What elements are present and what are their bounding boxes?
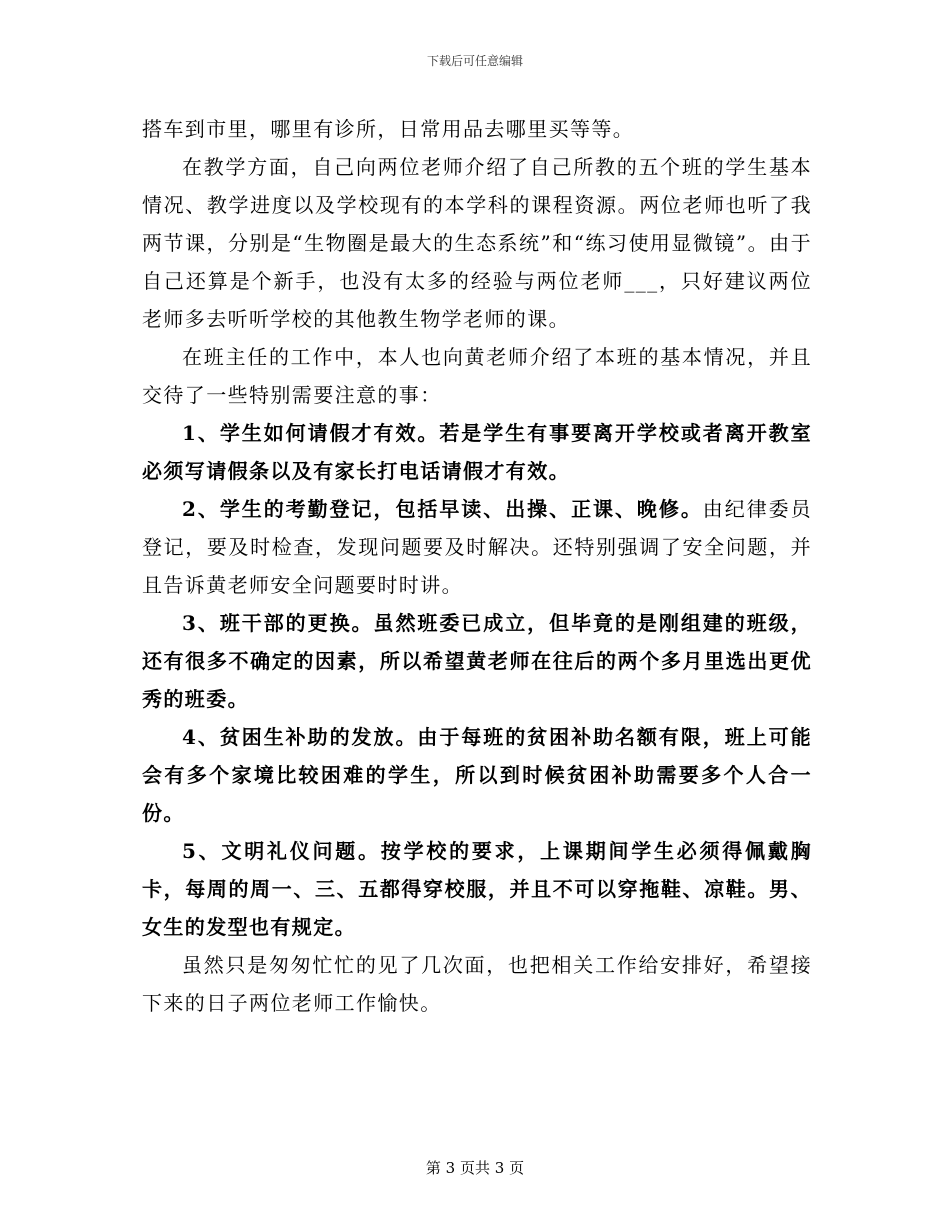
paragraph-teaching: 在教学方面，自己向两位老师介绍了自己所教的五个班的学生基本情况、教学进度以及学校现有的本学科的课程资源。两位老师也听了我两节课，分别是“生物圈是最大的生态系统”和“练习使用显微镜”。由于自己还算是个新手，也没有太多的经验与两位老师___，只好建议两位老师多去听听学校的其他教生物学老师的课。 (142, 155, 812, 331)
item-leave-request: 1、学生如何请假才有效。若是学生有事要离开学校或者离开教室必须写请假条以及有家长打电话请假才有效。 (142, 421, 812, 483)
paragraph-closing: 虽然只是匆匆忙忙的见了几次面，也把相关工作给安排好，希望接下来的日子两位老师工作愉快。 (142, 953, 812, 1015)
item-poverty-subsidy: 4、贫困生补助的发放。由于每班的贫困补助名额有限，班上可能会有多个家境比较困难的学生，所以到时候贫困补助需要多个人合一份。 (142, 725, 812, 825)
paragraph-continuation: 搭车到市里，哪里有诊所，日常用品去哪里买等等。 (142, 117, 635, 141)
document-body (142, 110, 812, 1022)
item-attendance-heading: 2、学生的考勤登记，包括早读、出操、正课、晚修。 (182, 497, 703, 521)
paragraph-homeroom-intro: 在班主任的工作中，本人也向黄老师介绍了本班的基本情况，并且交待了一些特别需要注意的事： (142, 345, 812, 407)
item-etiquette: 5、文明礼仪问题。按学校的要求，上课期间学生必须得佩戴胸卡，每周的周一、三、五都得穿校服，并且不可以穿拖鞋、凉鞋。男、女生的发型也有规定。 (142, 839, 812, 939)
item-attendance (142, 490, 812, 604)
page-header: 下载后可任意编辑 (426, 54, 523, 68)
page-footer: 第 3 页共 3 页 (425, 1159, 525, 1177)
item-attendance-detail: 由纪律委员登记，要及时检查，发现问题要及时解决。还特别强调了安全问题，并且告诉黄老师安全问题要时时讲。 (142, 497, 813, 597)
item-class-committee: 3、班干部的更换。虽然班委已成立，但毕竟的是刚组建的班级，还有很多不确定的因素，所以希望黄老师在往后的两个多月里选出更优秀的班委。 (142, 611, 812, 711)
